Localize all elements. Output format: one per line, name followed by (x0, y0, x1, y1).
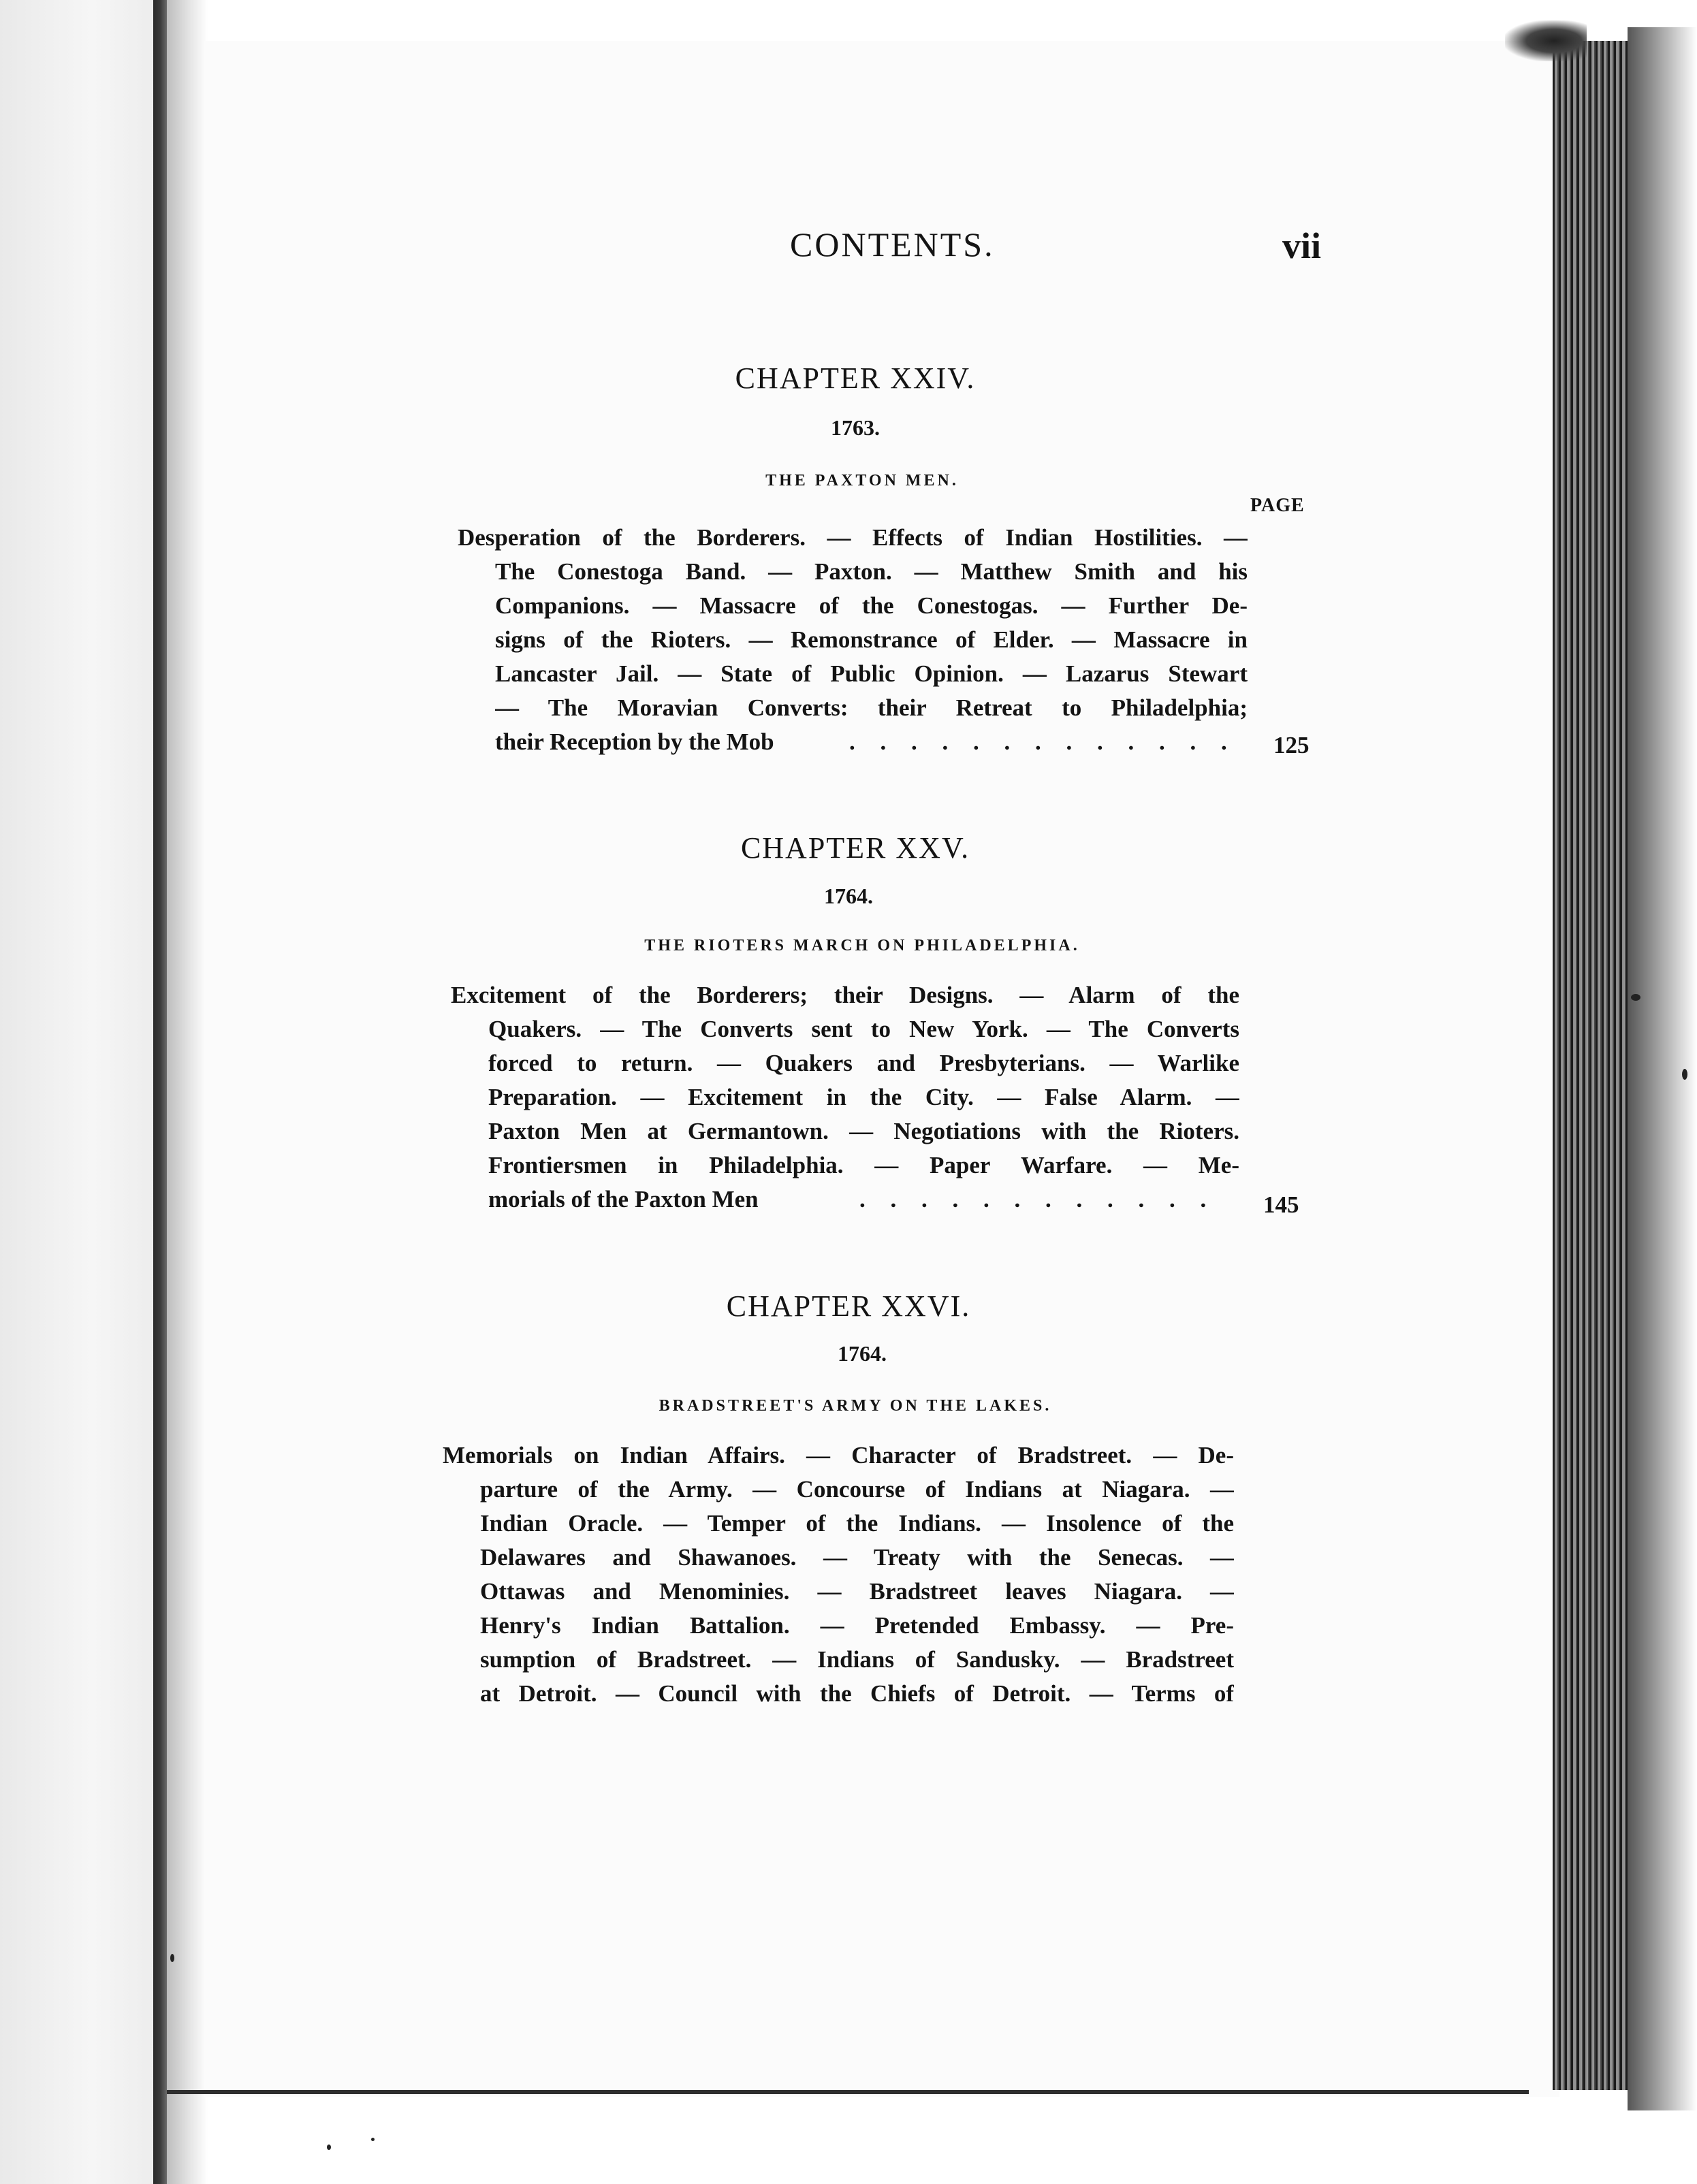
dot-leader: . . . . . . . . . . . . (859, 1186, 1216, 1213)
page-reference: 145 (1263, 1191, 1299, 1218)
chapter-year: 1764. (838, 1341, 887, 1366)
chapter-subtitle: THE RIOTERS MARCH ON PHILADELPHIA. (644, 937, 1080, 954)
facing-page (0, 0, 153, 2184)
scan-speck (327, 2145, 331, 2150)
chapter-title: CHAPTER XXIV. (735, 362, 976, 395)
summary-line: sumption of Bradstreet. — Indians of Sandusky. — Bradstreet (480, 1646, 1234, 1673)
summary-line: Paxton Men at Germantown. — Negotiations with the Rioters. (488, 1118, 1239, 1144)
chapter-title: CHAPTER XXVI. (726, 1289, 971, 1323)
summary-line: Companions. — Massacre of the Conestogas. — Further De- (495, 592, 1248, 619)
summary-line: at Detroit. — Council with the Chiefs of Detroit. — Terms of (480, 1680, 1234, 1707)
summary-line: Desperation of the Borderers. — Effects of Indian Hostilities. — (458, 524, 1248, 551)
chapter-title: CHAPTER XXV. (740, 831, 970, 865)
chapter-summary (451, 978, 1239, 1217)
running-title: CONTENTS. (790, 225, 995, 263)
dot-leader: . . . . . . . . . . . . . (849, 728, 1237, 755)
summary-line: Preparation. — Excitement in the City. — False Alarm. — (488, 1084, 1239, 1110)
chapter-year: 1763. (831, 415, 880, 440)
running-head (790, 225, 1321, 266)
binding-edge (153, 0, 167, 2184)
scan-speck (170, 1954, 174, 1962)
page-column-label: PAGE (1250, 495, 1305, 516)
summary-line: forced to return. — Quakers and Presbyterians. — Warlike (488, 1050, 1239, 1076)
scan-speck (371, 2138, 375, 2141)
summary-line: signs of the Rioters. — Remonstrance of Elder. — Massacre in (495, 626, 1248, 653)
summary-line-text: their Reception by the Mob (495, 728, 774, 755)
scan-speck (1682, 1069, 1687, 1080)
summary-line: Lancaster Jail. — State of Public Opinion. — Lazarus Stewart (495, 660, 1248, 687)
gutter-shadow (167, 0, 208, 2184)
summary-line: Excitement of the Borderers; their Designs. — Alarm of the (451, 982, 1239, 1008)
corner-shadow (1505, 20, 1587, 61)
summary-line: Quakers. — The Converts sent to New York. — The Converts (488, 1016, 1239, 1042)
summary-line: Delawares and Shawanoes. — Treaty with the Senecas. — (480, 1544, 1234, 1571)
summary-line: — The Moravian Converts: their Retreat to Philadelphia; (495, 694, 1248, 721)
summary-line: Memorials on Indian Affairs. — Character of Bradstreet. — De- (443, 1442, 1234, 1468)
summary-line: Frontiersmen in Philadelphia. — Paper Warfare. — Me- (488, 1152, 1239, 1178)
summary-line: parture of the Army. — Concourse of Indians at Niagara. — (480, 1476, 1234, 1503)
scan-speck (1631, 994, 1640, 1001)
page-edges-fade (1628, 27, 1697, 2110)
summary-line: The Conestoga Band. — Paxton. — Matthew Smith and his (495, 558, 1248, 585)
summary-line: Indian Oracle. — Temper of the Indians. — Insolence of the (480, 1510, 1234, 1537)
page-number: vii (1282, 225, 1321, 266)
chapter-year: 1764. (824, 884, 873, 908)
summary-line-final (495, 725, 1248, 759)
chapter-subtitle: BRADSTREET'S ARMY ON THE LAKES. (659, 1397, 1052, 1415)
chapter-summary (443, 1439, 1234, 1711)
summary-line: Henry's Indian Battalion. — Pretended Embassy. — Pre- (480, 1612, 1234, 1639)
summary-line-text: morials of the Paxton Men (488, 1186, 759, 1213)
chapter-summary (458, 521, 1248, 759)
page-edges-stack (1553, 41, 1628, 2090)
page-bottom-edge (167, 2090, 1529, 2094)
summary-line-final (488, 1183, 1239, 1217)
chapter-subtitle: THE PAXTON MEN. (765, 472, 959, 489)
page-reference: 125 (1273, 732, 1310, 758)
summary-line: Ottawas and Menominies. — Bradstreet leaves Niagara. — (480, 1578, 1234, 1605)
